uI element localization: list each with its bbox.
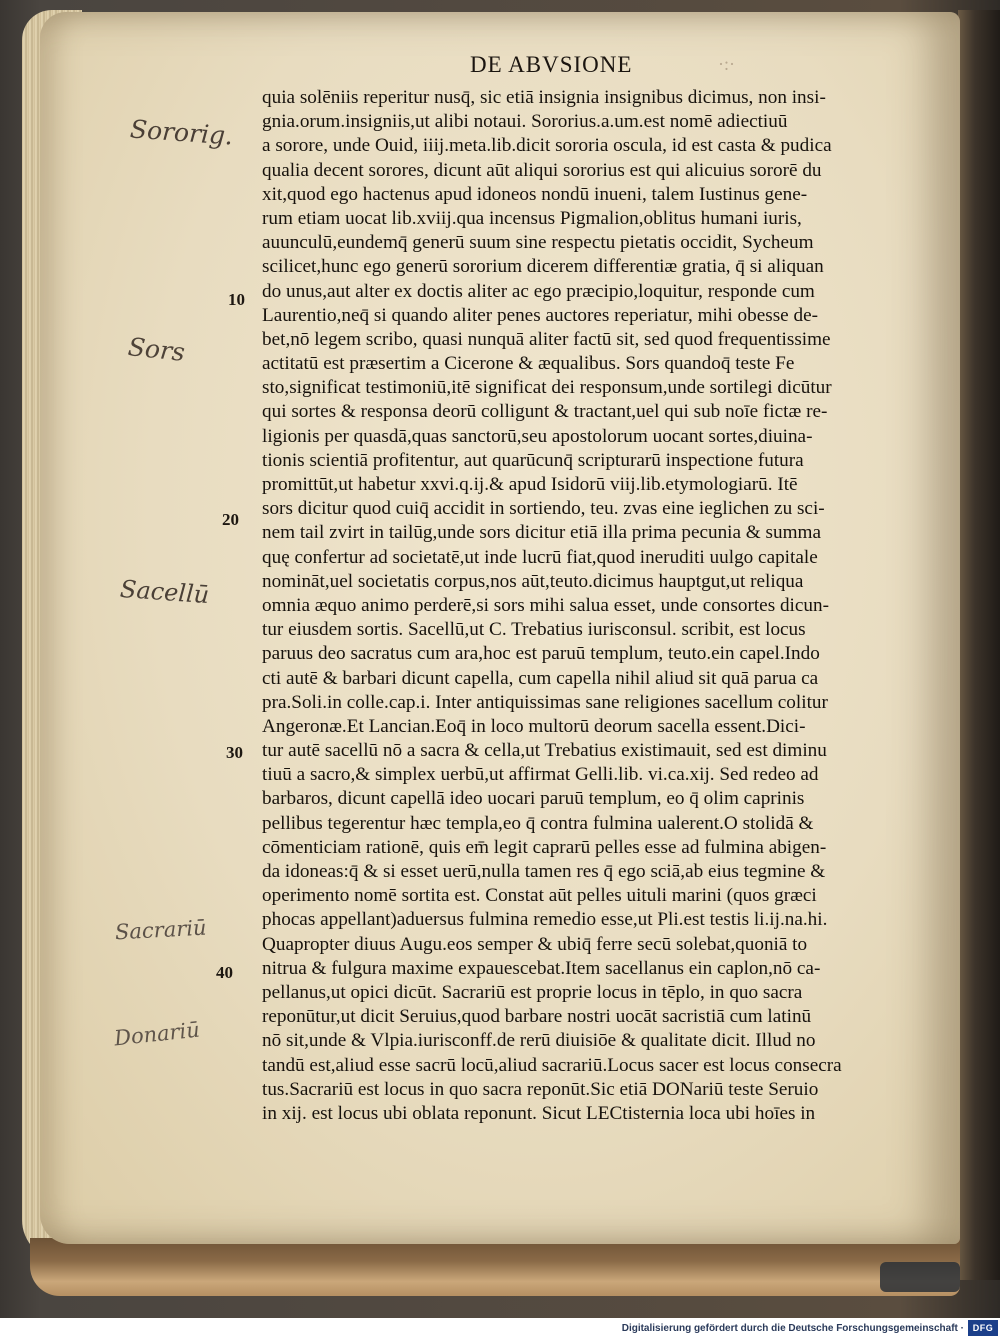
text-line: a sorore, unde Ouid, iiij.meta.lib.dicit sororia oscula, id est casta & pudica [262,135,832,157]
text-line: nomināt,uel societatis corpus,nos aūt,teuto.dicimus hauptgut,ut reliqua [262,570,804,592]
text-line: pellibus tegerentur hæc templa,eo q̄ contra fulmina ualerent.O stolidā & [262,812,814,834]
text-line: barbaros, dicunt capellā ideo uocari paruū templum, eo q̄ olim caprinis [262,788,805,810]
text-line: tandū est,aliud esse sacrū locū,aliud sacrariū.Locus sacer est locus consecra [262,1054,842,1076]
text-line: sto,significat testimoniū,itē significat dei responsum,unde sortilegi dicūtur [262,377,832,399]
text-line: bet,nō legem scribo, quasi nunquā aliter factū sit, sed quod frequentissime [262,328,831,350]
text-line: do unus,aut alter ex doctis aliter ac ego præcipio,loquitur, responde cum [262,280,815,302]
line-number-10: 10 [228,290,245,309]
text-line: phocas appellant)aduersus fulmina remedio esse,ut Pli.est testis li.ij.na.hi. [262,909,828,931]
text-line: sors dicitur quod cuiq̄ accidit in sortiendo, teu. zvas eine ieglichen zu sci- [262,498,825,520]
text-line: tur autē sacellū nō a sacra & cella,ut Trebatius existimauit, sed est diminu [262,740,827,762]
book-cover-bottom [30,1238,960,1296]
text-line: quę confertur ad societatē,ut inde lucrū fiat,quod ineruditi uulgo capitale [262,546,818,568]
text-line: quia solēniis reperitur nusq̄, sic etiā insignia insignibus dicimus, non insi- [262,87,826,108]
text-line: omnia æquo animo perderē,si sors mihi salua esset, unde consortes dicun- [262,594,829,616]
text-line: ligionis per quasdā,quas sanctorū,seu apostolorum uocant sortes,diuina- [262,425,813,447]
text-line: cōmenticiam rationē, quis em̄ legit caprarū pelles esse ad fulmina abigen- [262,836,827,858]
funding-note: Digitalisierung gefördert durch die Deutsche Forschungsgemeinschaft · [621,1323,964,1334]
text-line: cti autē & barbari dicunt capella, cum capella nihil aliud sit quā parua ca [262,667,819,689]
margin-note-sors: Sors [126,332,187,367]
text-line: paruus deo sacratus cum ara,hoc est paruū templum, teuto.ein capel.Indo [262,643,820,665]
book-spine [958,10,1000,1280]
text-block [262,86,902,1126]
text-line: pra.Soli.in colle.cap.i. Inter antiquissimas sane religiones sacellum colitur [262,691,828,713]
text-line: xit,quod ego hactenus apud idoneos nondū inueni, talem Iustinus gene- [262,183,808,205]
text-line: scilicet,hunc ego generū sororium dicerem differentiæ gratia, q̄ si aliquan [262,256,824,278]
text-line: reponūtur,ut dicit Seruius,quod barbare nostri uocāt sacristiā cum latinū [262,1006,812,1028]
text-line: nem tail zvirt in tailūg,unde sors dicitur etiā illa prima pecunia & summa [262,522,821,544]
margin-note-donarium: Donariū [112,1017,201,1051]
text-line: nitrua & fulgura maxime expauescebat.Item sacellanus ein caplon,nō ca- [262,957,821,979]
line-number-40: 40 [216,963,233,982]
margin-note-sacellum: Sacellū [119,574,211,610]
margin-note-sororius: Sororig. [129,114,234,151]
text-line: gnia.orum.insigniis,ut alibi notaui. Sororius.a.um.est nomē adiectiuū [262,111,788,133]
text-line: rum etiam uocat lib.xviij.qua incensus Pigmalion,oblitus humani iuris, [262,207,802,229]
text-line: tiuū a sacro,& simplex uerbū,ut affirmat Gelli.lib. vi.ca.xij. Sed redeo ad [262,764,819,786]
running-head: DE ABVSIONE [470,52,633,77]
dfg-logo-icon: DFG [968,1320,998,1336]
text-line: promittūt,ut habetur xxvi.q.ij.& apud Isidorū viij.lib.etymologiarū. Itē [262,474,798,495]
cover-patch [880,1262,960,1292]
margin-note-sacrarium: Sacrariū [114,915,208,945]
text-line: operimento nomē sortita est. Constat aūt pelles uituli marini (quos græci [262,885,817,907]
text-line: in xij. est locus ubi oblata reponunt. Sicut LECtisternia loca ubi hoīes in [262,1102,816,1124]
text-line: tur eiusdem sortis. Sacellū,ut C. Trebatius iurisconsul. scribit, est locus [262,619,806,641]
text-line: tionis scientiā profitentur, aut quarūcunq̄ scripturarū inspectione futura [262,449,804,471]
text-line: Laurentio,neq̄ si quando aliter penes auctores reperiatur, mihi obesse de- [262,304,818,326]
text-line: qui sortes & responsa deorū colligunt & tractant,uel qui sub noīe fictæ re- [262,401,828,423]
head-ornament: ·:· [718,54,735,74]
text-line: qualia decent sorores, dicunt aūt aliqui sororius est qui alicuius sororē du [262,159,822,181]
text-line: da idoneas:q̄ & si esset uerū,nulla tamen res q̄ ego sciā,ab eius tegmine & [262,861,826,882]
text-line: Angeronæ.Et Lancian.Eoq̄ in loco multorū deorum sacella essent.Dici- [262,715,806,737]
line-number-20: 20 [222,510,239,529]
text-line: tus.Sacrariū est locus in quo sacra reponūt.Sic etiā DONariū teste Seruio [262,1078,819,1100]
text-line: actitatū est præsertim a Cicerone & æqualibus. Sors quandoq̄ teste Fe [262,353,795,375]
text-line: auunculū,eundemq̄ generū suum sine respectu pietatis occidit, Sycheum [262,232,814,254]
text-line: nō sit,unde & Vlpia.iurisconff.de rerū diuisiōe & qualitate dicit. Illud no [262,1030,816,1052]
line-number-30: 30 [226,743,243,762]
text-line: pellanus,ut opici dicūt. Sacrariū est proprie locus in tēplo, in quo sacra [262,981,803,1003]
text-line: Quapropter diuus Augu.eos semper & ubiq̄ ferre secū solebat,quoniā to [262,933,808,955]
